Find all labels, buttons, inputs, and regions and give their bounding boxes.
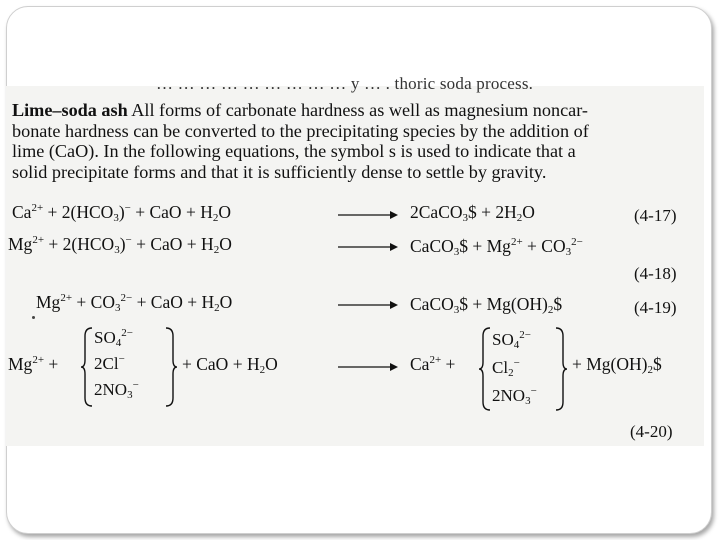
equation-4-20-products-rest: + $Mg(OH)_2\$$ [572,354,662,376]
equation-number-4-19: (4-19) [634,298,677,317]
reaction-arrow-icon [338,210,398,220]
equation-4-20-product-chloride: $Cl_2^-$ [492,357,520,379]
equation-number-4-17: (4-17) [634,206,677,225]
section-heading: Lime–soda ash [12,100,128,120]
equation-4-17-reactants: $Ca^{2+} + 2(HCO_3)^-$ + CaO + $H_2O$ [12,202,231,224]
cutoff-text-line: … … … … … … … … … y … . tho‌ric soda process. [156,74,534,93]
equation-4-20-calcium-ion: $Ca^{2+}$ + [410,354,456,374]
scan-speck [32,316,35,319]
equation-4-18-reactants: $Mg^{2+} + 2(HCO_3)^-$ + CaO + $H_2O$ [8,234,232,256]
equation-4-19-reactants: $Mg^{2+} + CO_3^{2-}$ + CaO + $H_2O$ [36,292,233,314]
paragraph-line-1-text: All forms of carbonate hardness as well as magnesium noncar- [127,100,588,120]
equation-4-20-reactants-rest: + CaO + $H_2O$ [182,354,278,376]
equation-number-4-18: (4-18) [634,264,677,283]
paragraph-line-2: bonate hardness can be converted to the precipitating species by the addition of [12,120,589,141]
left-brace-icon [80,326,94,408]
paragraph-line-3: lime (CaO). In the following equations, the symbol s is used to indicate that a [12,141,576,161]
reaction-arrow-icon [338,300,398,310]
intro-paragraph [12,100,696,182]
paragraph-line-4: solid precipitate forms and that it is sufficiently dense to settle by gravity. [12,161,547,182]
left-brace-icon [478,326,492,412]
equation-4-19-products: CaCO$_3$\$ + $Mg(OH)_2\$$ [410,294,563,316]
equation-4-20-product-sulfate: $SO_4^{2-}$ [492,329,531,351]
equation-4-20-product-nitrate: $2NO_3^-$ [492,385,537,407]
equation-4-20-anion-nitrate: $2NO_3^-$ [94,379,139,401]
reaction-arrow-icon [338,242,398,252]
right-brace-icon [554,326,568,412]
scanned-textbook-excerpt [6,74,704,446]
right-brace-icon [164,326,178,408]
reaction-arrow-icon [338,362,398,372]
paragraph-line-1 [12,100,696,121]
equation-4-20-ion: $Mg^{2+}$ + [8,354,59,374]
equation-4-17-products: 2CaCO$_3$\$ + $2H_2O$ [410,202,535,224]
equation-4-20-anion-chloride: 2Cl− [94,353,125,373]
equation-4-20-anion-sulfate: $SO_4^{2-}$ [94,327,133,349]
equation-number-4-20: (4-20) [630,422,673,441]
equation-4-18-products: CaCO$_3$\$ + $Mg^{2+} + CO_3^{2-}$ [410,236,583,258]
